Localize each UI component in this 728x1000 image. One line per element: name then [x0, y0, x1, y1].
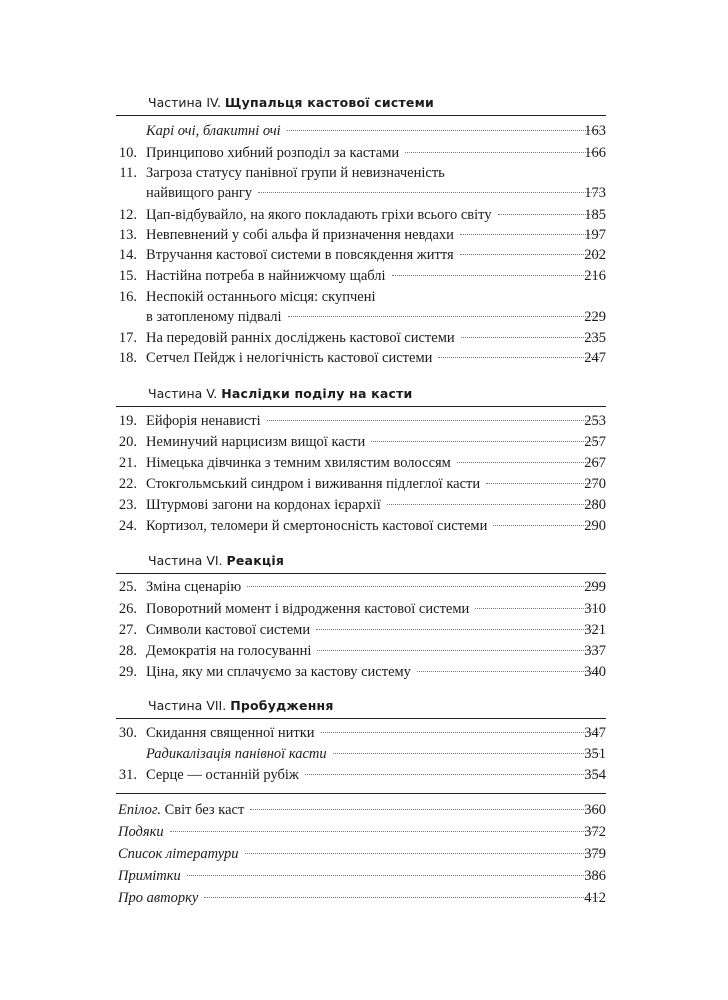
- chapter-number: 10.: [118, 145, 137, 161]
- leader-dots: [267, 420, 600, 421]
- chapter-title: Ціна, яку ми сплачуємо за кастову систему: [146, 664, 411, 680]
- leader-dots: [392, 275, 600, 276]
- leader-dots: [258, 192, 600, 193]
- leader-dots: [204, 897, 600, 898]
- toc-entry-epilogue[interactable]: Епілог. Світ без каст 360: [118, 802, 606, 818]
- part-heading: [148, 386, 412, 401]
- chapter-number: 18.: [118, 350, 137, 366]
- chapter-title: На передовій ранніх досліджень кастової системи: [146, 330, 455, 346]
- toc-entry[interactable]: 15. Настійна потреба в найнижчому щаблі 216: [118, 268, 606, 284]
- chapter-title: Цап-відбувайло, на якого покладають гріхи всього світу: [146, 207, 492, 223]
- part-title: Щупальця кастової системи: [224, 95, 434, 110]
- chapter-number: 29.: [118, 664, 137, 680]
- toc-entry[interactable]: найвищого рангу 173: [146, 185, 606, 201]
- part-heading: [148, 698, 334, 713]
- part-rule: [116, 718, 606, 719]
- chapter-number: 21.: [118, 455, 137, 471]
- chapter-title: Німецька дівчинка з темним хвилястим волоссям: [146, 455, 451, 471]
- chapter-number: 13.: [118, 227, 137, 243]
- toc-entry[interactable]: 18. Сетчел Пейдж і нелогічність кастової системи 247: [118, 350, 606, 366]
- back-matter-title: Список літератури: [118, 846, 239, 862]
- part-label: Частина V.: [148, 386, 218, 401]
- leader-dots: [288, 316, 600, 317]
- chapter-number: 26.: [118, 601, 137, 617]
- chapter-number: 31.: [118, 767, 137, 783]
- toc-entry[interactable]: 23. Штурмові загони на кордонах ієрархії 280: [118, 497, 606, 513]
- chapter-title: Карі очі, блакитні очі: [146, 123, 281, 139]
- chapter-number: 17.: [118, 330, 137, 346]
- leader-dots: [387, 504, 600, 505]
- leader-dots: [460, 234, 600, 235]
- part-heading: [148, 553, 284, 568]
- back-matter-title: Подяки: [118, 824, 164, 840]
- toc-entry-line1: [146, 163, 445, 183]
- toc-entry[interactable]: 24. Кортизол, теломери й смертоносність кастової системи 290: [118, 518, 606, 534]
- part-label: Частина VI.: [148, 553, 223, 568]
- toc-entry[interactable]: 22. Стокгольмський синдром і виживання підлеглої касти 270: [118, 476, 606, 492]
- chapter-title: Втручання кастової системи в повсякдення життя: [146, 247, 454, 263]
- chapter-number: 12.: [118, 207, 137, 223]
- leader-dots: [405, 152, 600, 153]
- part-label: Частина IV.: [148, 95, 221, 110]
- toc-entry-bibliography[interactable]: Список літератури 379: [118, 846, 606, 862]
- chapter-number: 16.: [118, 289, 137, 305]
- chapter-title: Поворотний момент і відродження кастової системи: [146, 601, 470, 617]
- leader-dots: [245, 853, 600, 854]
- chapter-title: Скидання священної нитки: [146, 725, 315, 741]
- toc-entry[interactable]: Радикалізація панівної касти 351: [146, 746, 606, 762]
- leader-dots: [321, 732, 600, 733]
- part-title: Реакція: [226, 553, 285, 568]
- chapter-title: Невпевнений у собі альфа й призначення невдахи: [146, 227, 454, 243]
- leader-dots: [170, 831, 600, 832]
- toc-entry[interactable]: 20. Неминучий нарцисизм вищої касти 257: [118, 434, 606, 450]
- part-title: Пробудження: [230, 698, 334, 713]
- toc-entry[interactable]: в затопленому підвалі 229: [146, 309, 606, 325]
- part-rule: [116, 406, 606, 407]
- chapter-title: Символи кастової системи: [146, 622, 311, 638]
- leader-dots: [316, 629, 600, 630]
- part-heading: [148, 95, 434, 110]
- toc-entry[interactable]: 28. Демократія на голосуванні 337: [118, 643, 606, 659]
- part-rule: [116, 573, 606, 574]
- part-title: Наслідки поділу на касти: [221, 386, 413, 401]
- toc-entry[interactable]: 29. Ціна, яку ми сплачуємо за кастову систему 340: [118, 664, 606, 680]
- toc-entry[interactable]: 17. На передовій ранніх досліджень кастової системи 235: [118, 330, 606, 346]
- chapter-title-line1: Неспокій останнього місця: скупчені: [146, 289, 376, 305]
- leader-dots: [486, 483, 600, 484]
- chapter-title: Радикалізація панівної касти: [146, 746, 327, 762]
- chapter-number: 22.: [118, 476, 137, 492]
- leader-dots: [461, 337, 600, 338]
- leader-dots: [333, 753, 600, 754]
- chapter-number: 15.: [118, 268, 137, 284]
- chapter-title-line2: найвищого рангу: [146, 185, 253, 201]
- epilogue-title: Світ без каст: [164, 802, 245, 818]
- back-matter-rule: [116, 793, 606, 794]
- chapter-number: 19.: [118, 413, 137, 429]
- toc-entry-line1: [146, 287, 376, 307]
- chapter-number: 28.: [118, 643, 137, 659]
- leader-dots: [460, 254, 600, 255]
- toc-entry[interactable]: 13. Невпевнений у собі альфа й призначення невдахи 197: [118, 227, 606, 243]
- toc-entry[interactable]: 30. Скидання священної нитки 347: [118, 725, 606, 741]
- toc-entry[interactable]: 10. Принципово хибний розподіл за кастами 166: [118, 145, 606, 161]
- chapter-title: Серце — останній рубіж: [146, 767, 299, 783]
- back-matter-title: Примітки: [118, 868, 181, 884]
- chapter-number: 14.: [118, 247, 137, 263]
- leader-dots: [305, 774, 600, 775]
- toc-entry[interactable]: 14. Втручання кастової системи в повсякдення життя 202: [118, 247, 606, 263]
- chapter-number: 23.: [118, 497, 137, 513]
- toc-entry[interactable]: 31. Серце — останній рубіж 354: [118, 767, 606, 783]
- chapter-title: Штурмові загони на кордонах ієрархії: [146, 497, 381, 513]
- leader-dots: [371, 441, 600, 442]
- part-rule: [116, 115, 606, 116]
- toc-entry[interactable]: Карі очі, блакитні очі 163: [146, 123, 606, 139]
- chapter-number: 25.: [118, 579, 137, 595]
- toc-entry[interactable]: 19. Ейфорія ненависті 253: [118, 413, 606, 429]
- chapter-title: Неминучий нарцисизм вищої касти: [146, 434, 366, 450]
- chapter-number: 27.: [118, 622, 137, 638]
- leader-dots: [317, 650, 600, 651]
- toc-entry[interactable]: 12. Цап-відбувайло, на якого покладають гріхи всього світу 185: [118, 207, 606, 223]
- chapter-title: Демократія на голосуванні: [146, 643, 312, 659]
- chapter-title-line1: Загроза статусу панівної групи й невизначеність: [146, 165, 445, 181]
- back-matter-title: Про авторку: [118, 890, 199, 906]
- chapter-number: 30.: [118, 725, 137, 741]
- toc-entry[interactable]: 27. Символи кастової системи 321: [118, 622, 606, 638]
- part-label: Частина VII.: [148, 698, 227, 713]
- toc-entry[interactable]: 26. Поворотний момент і відродження кастової системи 310: [118, 601, 606, 617]
- leader-dots: [438, 357, 600, 358]
- chapter-title-line2: в затопленому підвалі: [146, 309, 282, 325]
- chapter-title: Кортизол, теломери й смертоносність кастової системи: [146, 518, 488, 534]
- chapter-title: Зміна сценарію: [146, 579, 242, 595]
- chapter-number: 24.: [118, 518, 137, 534]
- leader-dots: [417, 671, 600, 672]
- leader-dots: [250, 809, 600, 810]
- toc-entry-acknowledgments[interactable]: Подяки 372: [118, 824, 606, 840]
- chapter-title: Настійна потреба в найнижчому щаблі: [146, 268, 386, 284]
- epilogue-label: Епілог.: [118, 802, 161, 818]
- chapter-title: Сетчел Пейдж і нелогічність кастової системи: [146, 350, 433, 366]
- chapter-number: 11.: [119, 165, 137, 181]
- leader-dots: [247, 586, 600, 587]
- leader-dots: [475, 608, 600, 609]
- toc-entry-about-author[interactable]: Про авторку 412: [118, 890, 606, 906]
- leader-dots: [187, 875, 600, 876]
- chapter-title: Принципово хибний розподіл за кастами: [146, 145, 400, 161]
- leader-dots: [457, 462, 600, 463]
- chapter-title: Стокгольмський синдром і виживання підлеглої касти: [146, 476, 481, 492]
- toc-entry[interactable]: 25. Зміна сценарію 299: [118, 579, 606, 595]
- leader-dots: [287, 130, 600, 131]
- toc-entry[interactable]: 21. Німецька дівчинка з темним хвилястим волоссям 267: [118, 455, 606, 471]
- toc-entry-notes[interactable]: Примітки 386: [118, 868, 606, 884]
- chapter-title: Ейфорія ненависті: [146, 413, 261, 429]
- chapter-number: 20.: [118, 434, 137, 450]
